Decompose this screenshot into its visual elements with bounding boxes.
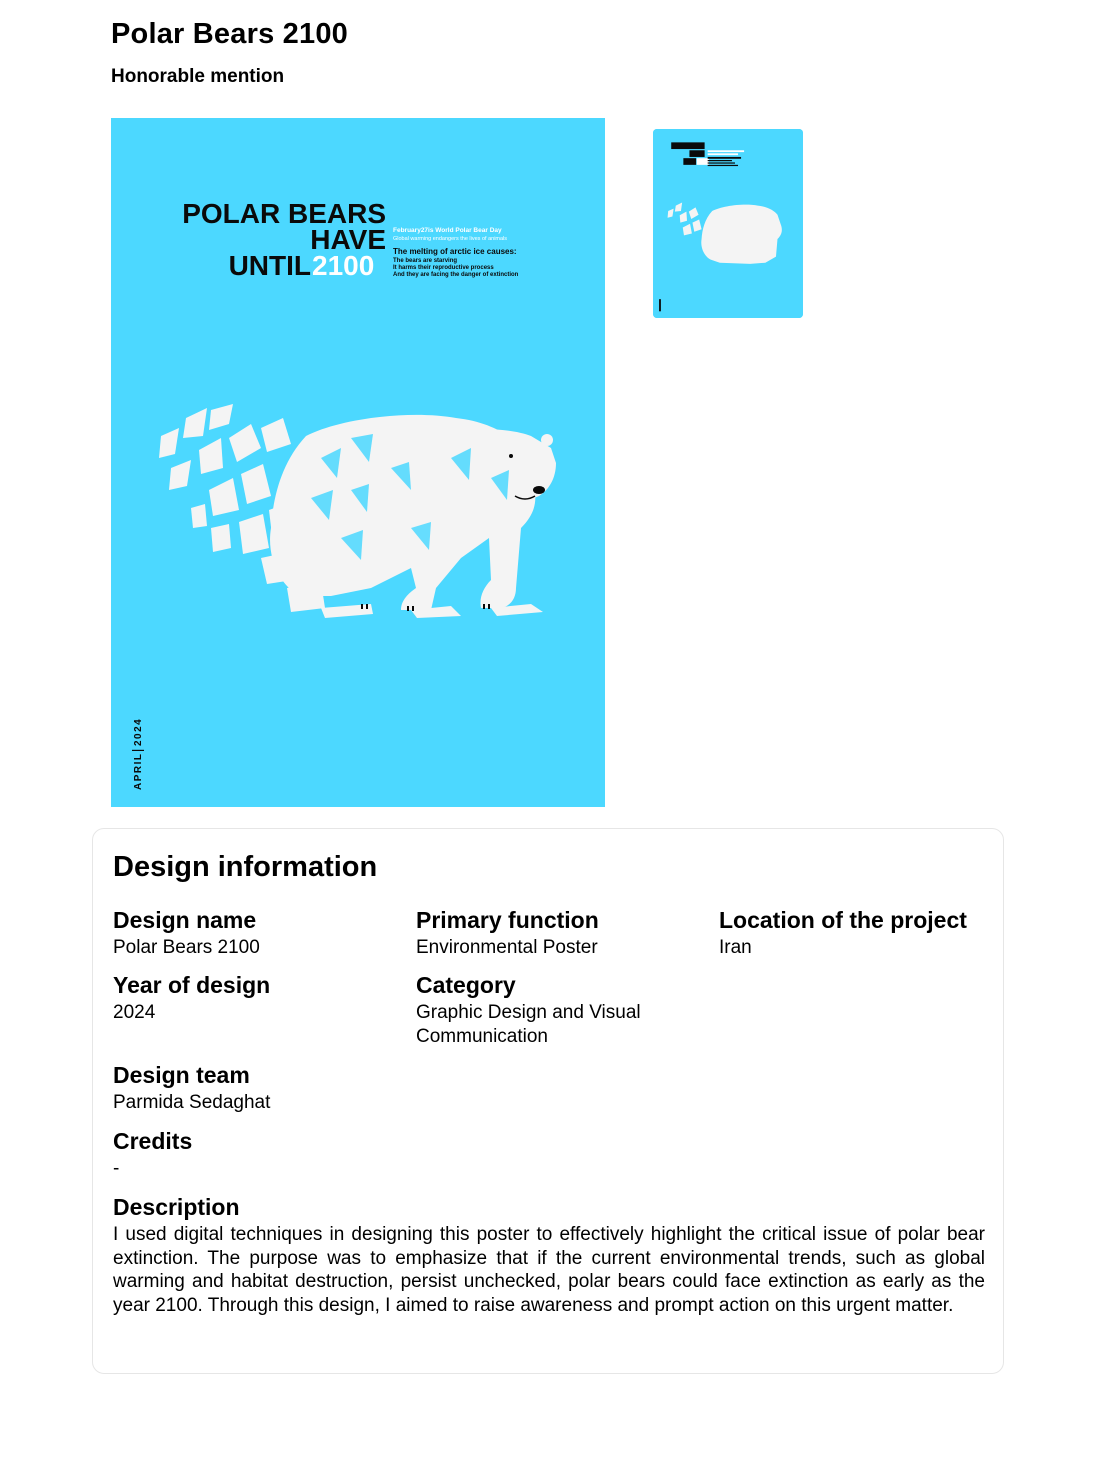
- poster-image: [111, 118, 605, 807]
- poster-date-year: 2024: [133, 717, 144, 746]
- poster-headline-1: POLAR BEARS: [182, 198, 386, 229]
- field-design-team: [113, 1061, 270, 1115]
- field-design-name: [113, 906, 260, 960]
- poster-side-line-1: February27is World Polar Bear Day: [393, 227, 502, 234]
- poster-side-item-2: It harms their reproductive process: [393, 265, 494, 271]
- design-name-label: Design name: [113, 907, 257, 933]
- location-label: Location of the project: [719, 907, 967, 933]
- poster-headline-3b: 2100: [312, 250, 375, 281]
- description-label: Description: [113, 1194, 240, 1220]
- year-label: Year of design: [113, 972, 271, 998]
- field-description: [113, 1193, 985, 1317]
- year-value: 2024: [113, 1002, 156, 1023]
- page-title: Polar Bears 2100: [111, 18, 348, 50]
- category-label: Category: [416, 972, 516, 998]
- design-team-value: Parmida Sedaghat: [113, 1092, 271, 1113]
- design-information-card: [92, 828, 1004, 1374]
- description-value: I used digital techniques in designing this poster to effectively highlight the critical issue of polar bear extinction. The purpose was to emphasize that if the current environmental trends, such as global warming and habitat destruction, persist unchecked, polar bears could face extinction as early as the year 2100. Through this design, I aimed to raise awareness and prompt action on this urgent matter.: [113, 1224, 985, 1316]
- field-primary-function: [416, 906, 599, 960]
- design-name-value: Polar Bears 2100: [113, 937, 260, 958]
- poster-side-heading: The melting of arctic ice causes:: [393, 247, 517, 256]
- poster-thumbnail[interactable]: [653, 129, 803, 318]
- poster-artwork: [111, 118, 605, 807]
- primary-function-label: Primary function: [416, 907, 599, 933]
- primary-function-value: Environmental Poster: [416, 937, 598, 958]
- credits-value: -: [113, 1158, 120, 1179]
- field-credits: [113, 1127, 192, 1181]
- design-information-title: Design information: [113, 851, 378, 883]
- category-value: Graphic Design and Visual Communication: [416, 1002, 641, 1047]
- location-value: Iran: [719, 937, 752, 958]
- poster-side-item-1: The bears are starving: [393, 258, 458, 264]
- poster-headline-2: HAVE: [310, 224, 386, 255]
- field-category: [416, 971, 696, 1049]
- poster-date-month: APRIL: [133, 752, 144, 790]
- field-year: [113, 971, 270, 1025]
- field-location: [719, 906, 967, 960]
- design-team-label: Design team: [113, 1062, 250, 1088]
- award-label: Honorable mention: [111, 66, 285, 87]
- thumbnail-artwork: [653, 129, 803, 318]
- poster-side-line-2: Global warming endangers the lives of animals: [393, 236, 508, 242]
- poster-headline-3a: UNTIL: [228, 250, 311, 281]
- credits-label: Credits: [113, 1128, 193, 1154]
- poster-side-item-3: And they are facing the danger of extinction: [393, 272, 519, 278]
